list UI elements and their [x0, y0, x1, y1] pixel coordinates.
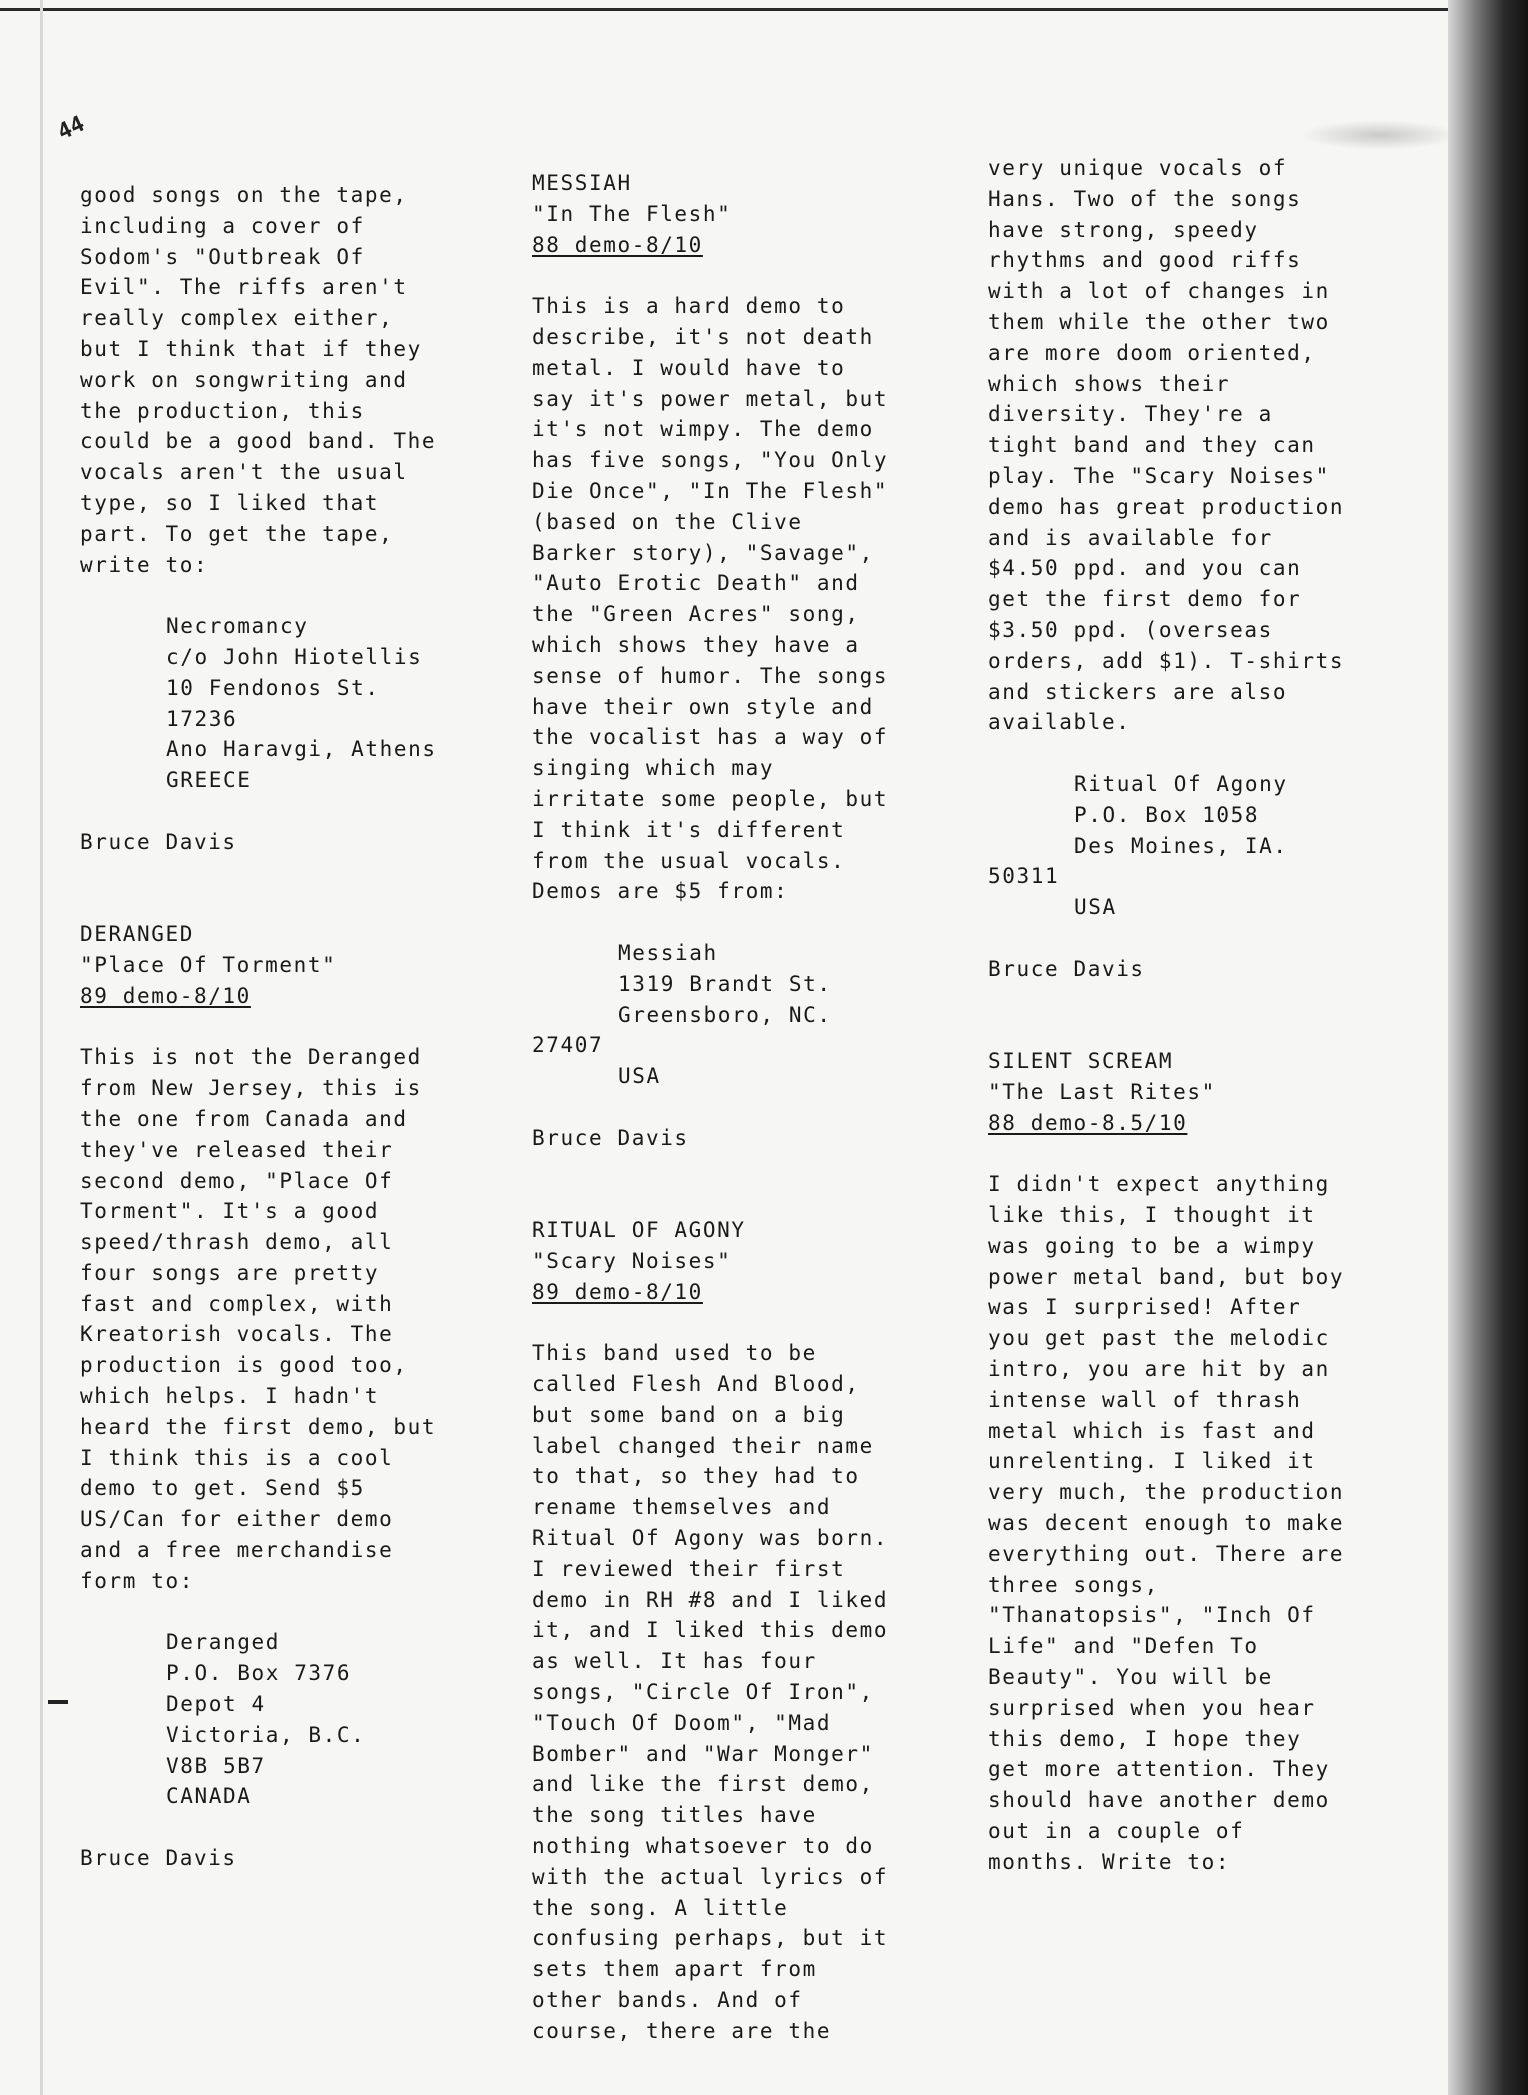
body-text-line: the song. A little — [532, 1895, 789, 1920]
binding-shadow — [1448, 0, 1528, 2095]
body-text-line: they've released their — [80, 1137, 394, 1162]
body-text-line: This is a hard demo to — [532, 294, 846, 319]
body-text-line: demo in RH #8 and I liked — [532, 1587, 889, 1612]
body-text-line: label changed their name — [532, 1433, 874, 1458]
review-rating: 88 demo-8.5/10 — [988, 1110, 1188, 1135]
review-heading: SILENT SCREAM — [988, 1049, 1174, 1074]
body-text-line: from the usual vocals. — [532, 848, 846, 873]
address-line: Messiah — [618, 940, 718, 965]
body-text-line: singing which may — [532, 756, 775, 781]
body-text-line: second demo, "Place Of — [80, 1168, 394, 1193]
address-line: GREECE — [166, 768, 252, 793]
body-text-line: was going to be a wimpy — [988, 1233, 1316, 1258]
body-text-line: speed/thrash demo, all — [80, 1230, 394, 1255]
spacer — [532, 1092, 992, 1123]
body-text-line: confusing perhaps, but it — [532, 1926, 889, 1951]
body-text-line: you get past the melodic — [988, 1326, 1330, 1351]
body-text-line: I think it's different — [532, 817, 846, 842]
body-text-line: "Scary Noises" — [532, 1248, 732, 1273]
body-text-line: describe, it's not death — [532, 324, 874, 349]
body-text-line: play. The "Scary Noises" — [988, 463, 1330, 488]
spacer — [80, 580, 520, 611]
spacer — [988, 1015, 1438, 1046]
body-text-line: power metal band, but boy — [988, 1264, 1345, 1289]
body-text-line: with a lot of changes in — [988, 279, 1330, 304]
address-line: Necromancy — [166, 614, 309, 639]
spacer — [532, 1184, 992, 1215]
body-text-line: to that, so they had to — [532, 1464, 860, 1489]
body-text-line: Hans. Two of the songs — [988, 186, 1302, 211]
body-text-line: should have another demo — [988, 1788, 1330, 1813]
margin-mark — [48, 1700, 68, 1704]
body-text-line: and like the first demo, — [532, 1772, 874, 1797]
body-text-line: orders, add $1). T-shirts — [988, 648, 1345, 673]
address-line: 1319 Brandt St. — [618, 971, 832, 996]
body-text-line: Bomber" and "War Monger" — [532, 1741, 874, 1766]
review-column-3 — [988, 153, 1438, 1878]
body-text-line: including a cover of — [80, 213, 365, 238]
body-text-line: US/Can for either demo — [80, 1507, 394, 1532]
body-text-line: could be a good band. The — [80, 429, 437, 454]
body-text-line: demo to get. Send $5 — [80, 1476, 365, 1501]
body-text-line: nothing whatsoever to do — [532, 1834, 874, 1859]
body-text-line: from New Jersey, this is — [80, 1076, 422, 1101]
body-text-line: work on songwriting and — [80, 367, 408, 392]
body-text-line: metal. I would have to — [532, 355, 846, 380]
body-text-line: rhythms and good riffs — [988, 248, 1302, 273]
top-rule — [0, 8, 1470, 11]
body-text-line: other bands. And of — [532, 1988, 803, 2013]
spacer — [80, 1812, 520, 1843]
body-text-line: production is good too, — [80, 1353, 408, 1378]
body-text-line: part. To get the tape, — [80, 521, 394, 546]
body-text-line: songs, "Circle Of Iron", — [532, 1680, 874, 1705]
body-text-line: everything out. There are — [988, 1541, 1345, 1566]
body-text-line: I didn't expect anything — [988, 1172, 1330, 1197]
body-text-line: $4.50 ppd. and you can — [988, 556, 1302, 581]
spacer — [532, 260, 992, 291]
body-text-line: form to: — [80, 1568, 194, 1593]
spacer — [988, 923, 1438, 954]
body-text-line: Kreatorish vocals. The — [80, 1322, 394, 1347]
review-heading: RITUAL OF AGONY — [532, 1218, 746, 1243]
body-text-line: them while the other two — [988, 309, 1330, 334]
body-text-line: rename themselves and — [532, 1495, 832, 1520]
review-heading: DERANGED — [80, 922, 194, 947]
body-text-line: sets them apart from — [532, 1957, 817, 1982]
address-line: CANADA — [166, 1784, 252, 1809]
body-text-line: are more doom oriented, — [988, 340, 1316, 365]
body-text-line: heard the first demo, but — [80, 1414, 437, 1439]
spacer — [532, 1307, 992, 1338]
body-text-line: metal which is fast and — [988, 1418, 1316, 1443]
body-text-line: it's not wimpy. The demo — [532, 417, 874, 442]
body-text-line: 50311 — [988, 864, 1060, 889]
spacer — [80, 1597, 520, 1628]
address-line: Deranged — [166, 1630, 280, 1655]
body-text-line: Bruce Davis — [80, 1846, 237, 1871]
body-text-line: very much, the production — [988, 1480, 1345, 1505]
spacer — [80, 858, 520, 889]
body-text-line: Ritual Of Agony was born. — [532, 1526, 889, 1551]
address-line: USA — [618, 1064, 661, 1089]
address-line: V8B 5B7 — [166, 1753, 266, 1778]
spacer — [988, 1139, 1438, 1170]
body-text-line: This is not the Deranged — [80, 1045, 422, 1070]
address-line: c/o John Hiotellis — [166, 644, 423, 669]
body-text-line: sense of humor. The songs — [532, 663, 889, 688]
body-text-line: but I think that if they — [80, 336, 422, 361]
review-column-2 — [532, 168, 992, 2047]
body-text-line: good songs on the tape, — [80, 183, 408, 207]
body-text-line: "Touch Of Doom", "Mad — [532, 1710, 832, 1735]
address-line: Ritual Of Agony — [1074, 771, 1288, 796]
address-line: P.O. Box 7376 — [166, 1661, 352, 1686]
body-text-line: surprised when you hear — [988, 1695, 1316, 1720]
body-text-line: and stickers are also — [988, 679, 1288, 704]
body-text-line: and is available for — [988, 525, 1273, 550]
body-text-line: the vocalist has a way of — [532, 725, 889, 750]
body-text-line: Barker story), "Savage", — [532, 540, 874, 565]
body-text-line: intro, you are hit by an — [988, 1357, 1330, 1382]
spacer — [80, 888, 520, 919]
body-text-line: three songs, — [988, 1572, 1159, 1597]
body-text-line: with the actual lyrics of — [532, 1864, 889, 1889]
body-text-line: 27407 — [532, 1033, 604, 1058]
body-text-line: vocals aren't the usual — [80, 460, 408, 485]
body-text-line: was decent enough to make — [988, 1511, 1345, 1536]
body-text-line: have strong, speedy — [988, 217, 1259, 242]
photocopy-smudge — [1300, 120, 1460, 150]
spacer — [532, 907, 992, 938]
body-text-line: Beauty". You will be — [988, 1665, 1273, 1690]
body-text-line: Sodom's "Outbreak Of — [80, 244, 365, 269]
body-text-line: write to: — [80, 552, 209, 577]
body-text-line: out in a couple of — [988, 1819, 1245, 1844]
body-text-line: was I surprised! After — [988, 1295, 1302, 1320]
body-text-line: "Auto Erotic Death" and — [532, 571, 860, 596]
body-text-line: demo has great production — [988, 494, 1345, 519]
address-line: Des Moines, IA. — [1074, 833, 1288, 858]
body-text-line: but some band on a big — [532, 1402, 846, 1427]
body-text-line: get more attention. They — [988, 1757, 1330, 1782]
body-text-line: I think this is a cool — [80, 1445, 394, 1470]
body-text-line: get the first demo for — [988, 587, 1302, 612]
body-text-line: Life" and "Defen To — [988, 1634, 1259, 1659]
review-heading: MESSIAH — [532, 171, 632, 195]
body-text-line: the one from Canada and — [80, 1106, 408, 1131]
page-number: 44 — [53, 111, 89, 146]
body-text-line: four songs are pretty — [80, 1260, 380, 1285]
address-line: Greensboro, NC. — [618, 1002, 832, 1027]
spacer — [80, 796, 520, 827]
body-text-line: as well. It has four — [532, 1649, 817, 1674]
body-text-line: has five songs, "You Only — [532, 448, 889, 473]
body-text-line: type, so I liked that — [80, 490, 380, 515]
body-text-line: this demo, I hope they — [988, 1726, 1302, 1751]
body-text-line: unrelenting. I liked it — [988, 1449, 1316, 1474]
body-text-line: fast and complex, with — [80, 1291, 394, 1316]
body-text-line: and a free merchandise — [80, 1538, 394, 1563]
body-text-line: which shows they have a — [532, 632, 860, 657]
address-line: P.O. Box 1058 — [1074, 802, 1260, 827]
body-text-line: very unique vocals of — [988, 156, 1288, 180]
body-text-line: This band used to be — [532, 1341, 817, 1366]
address-line: 17236 — [166, 706, 238, 731]
body-text-line: "Thanatopsis", "Inch Of — [988, 1603, 1316, 1628]
body-text-line: Torment". It's a good — [80, 1199, 380, 1224]
body-text-line: like this, I thought it — [988, 1203, 1316, 1228]
body-text-line: Die Once", "In The Flesh" — [532, 478, 889, 503]
review-rating: 89 demo-8/10 — [532, 1279, 703, 1304]
body-text-line: which helps. I hadn't — [80, 1384, 380, 1409]
body-text-line: Demos are $5 from: — [532, 879, 789, 904]
body-text-line: the production, this — [80, 398, 365, 423]
body-text-line: Bruce Davis — [532, 1125, 689, 1150]
address-line: 10 Fendonos St. — [166, 675, 380, 700]
body-text-line: intense wall of thrash — [988, 1387, 1302, 1412]
body-text-line: the song titles have — [532, 1803, 817, 1828]
address-line: Victoria, B.C. — [166, 1722, 366, 1747]
body-text-line: Evil". The riffs aren't — [80, 275, 408, 300]
spacer — [532, 1154, 992, 1185]
body-text-line: Bruce Davis — [988, 956, 1145, 981]
body-text-line: called Flesh And Blood, — [532, 1372, 860, 1397]
body-text-line: really complex either, — [80, 306, 394, 331]
body-text-line: available. — [988, 710, 1131, 735]
spacer — [80, 1012, 520, 1043]
body-text-line: months. Write to: — [988, 1849, 1231, 1874]
body-text-line: "Place Of Torment" — [80, 952, 337, 977]
address-line: Depot 4 — [166, 1692, 266, 1717]
body-text-line: "The Last Rites" — [988, 1079, 1216, 1104]
body-text-line: $3.50 ppd. (overseas — [988, 617, 1273, 642]
body-text-line: say it's power metal, but — [532, 386, 889, 411]
body-text-line: which shows their — [988, 371, 1231, 396]
address-line: Ano Haravgi, Athens — [166, 737, 437, 762]
body-text-line: tight band and they can — [988, 433, 1316, 458]
address-line: USA — [1074, 895, 1117, 920]
body-text-line: diversity. They're a — [988, 402, 1273, 427]
left-page-edge — [40, 0, 43, 2095]
body-text-line: Bruce Davis — [80, 829, 237, 854]
body-text-line: irritate some people, but — [532, 786, 889, 811]
body-text-line: the "Green Acres" song, — [532, 602, 860, 627]
review-rating: 89 demo-8/10 — [80, 983, 251, 1008]
spacer — [988, 738, 1438, 769]
body-text-line: have their own style and — [532, 694, 874, 719]
review-rating: 88 demo-8/10 — [532, 232, 703, 257]
spacer — [988, 985, 1438, 1016]
body-text-line: course, there are the — [532, 2018, 832, 2043]
body-text-line: I reviewed their first — [532, 1556, 846, 1581]
body-text-line: (based on the Clive — [532, 509, 803, 534]
body-text-line: it, and I liked this demo — [532, 1618, 889, 1643]
body-text-line: "In The Flesh" — [532, 201, 732, 226]
review-column-1 — [80, 180, 520, 1874]
